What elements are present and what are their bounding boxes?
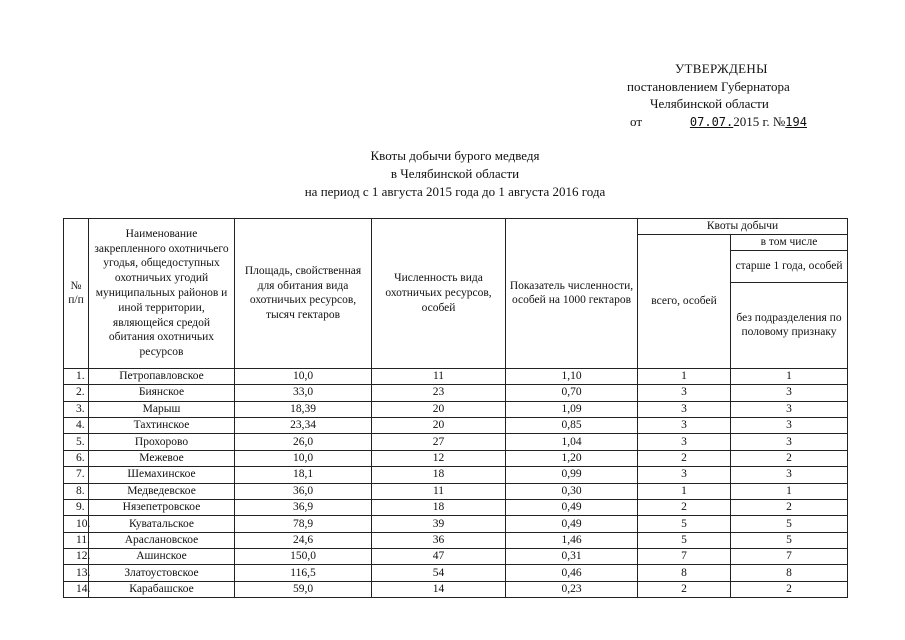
header-density: Показатель численности, особей на 1000 гектаров xyxy=(506,219,638,369)
cell-density: 0,30 xyxy=(506,483,638,499)
cell-population: 36 xyxy=(372,532,506,548)
header-population: Численность вида охотничьих ресурсов, особей xyxy=(372,219,506,369)
cell-population: 12 xyxy=(372,450,506,466)
header-name: Наименование закрепленного охотничьего угодья, общедоступных охотничьих угодий муниципальных районов и иной территории, являющейся средой обитания охотничьих ресурсов xyxy=(89,219,235,369)
cell-density: 1,09 xyxy=(506,401,638,417)
cell-population: 23 xyxy=(372,385,506,401)
approval-date-line xyxy=(630,113,807,131)
cell-adult-quota: 5 xyxy=(731,516,848,532)
quota-table xyxy=(63,218,848,598)
cell-area: 10,0 xyxy=(235,368,372,384)
cell-name: Карабашское xyxy=(89,581,235,597)
cell-num: 7. xyxy=(64,467,89,483)
quota-table-body xyxy=(64,368,848,597)
table-row xyxy=(64,581,848,597)
table-row xyxy=(64,532,848,548)
cell-density: 1,20 xyxy=(506,450,638,466)
cell-total: 3 xyxy=(638,434,731,450)
cell-density: 0,99 xyxy=(506,467,638,483)
cell-name: Араслановское xyxy=(89,532,235,548)
cell-area: 10,0 xyxy=(235,450,372,466)
cell-population: 11 xyxy=(372,483,506,499)
approval-region: Челябинской области xyxy=(650,96,769,111)
table-row xyxy=(64,483,848,499)
cell-num: 1. xyxy=(64,368,89,384)
cell-num: 11. xyxy=(64,532,89,548)
cell-population: 20 xyxy=(372,417,506,433)
header-including: в том числе xyxy=(731,235,848,251)
cell-adult-quota: 3 xyxy=(731,434,848,450)
cell-density: 1,10 xyxy=(506,368,638,384)
cell-num: 10. xyxy=(64,516,89,532)
cell-area: 24,6 xyxy=(235,532,372,548)
table-row xyxy=(64,499,848,515)
cell-num: 3. xyxy=(64,401,89,417)
cell-num: 4. xyxy=(64,417,89,433)
cell-name: Нязепетровское xyxy=(89,499,235,515)
cell-area: 78,9 xyxy=(235,516,372,532)
table-row xyxy=(64,467,848,483)
cell-area: 36,9 xyxy=(235,499,372,515)
header-older-one-year: старше 1 года, особей xyxy=(731,250,848,282)
cell-num: 12. xyxy=(64,549,89,565)
cell-density: 1,04 xyxy=(506,434,638,450)
table-row xyxy=(64,368,848,384)
cell-density: 0,49 xyxy=(506,499,638,515)
cell-adult-quota: 5 xyxy=(731,532,848,548)
cell-name: Биянское xyxy=(89,385,235,401)
cell-area: 18,1 xyxy=(235,467,372,483)
cell-total: 2 xyxy=(638,499,731,515)
cell-adult-quota: 3 xyxy=(731,417,848,433)
table-row xyxy=(64,549,848,565)
cell-total: 8 xyxy=(638,565,731,581)
approval-date: 07.07. xyxy=(689,115,734,129)
cell-name: Медведевское xyxy=(89,483,235,499)
title-line-1: Квоты добычи бурого медведя xyxy=(370,148,540,163)
cell-area: 33,0 xyxy=(235,385,372,401)
title-line-2: в Челябинской области xyxy=(390,166,520,181)
cell-name: Марыш xyxy=(89,401,235,417)
cell-density: 1,46 xyxy=(506,532,638,548)
approval-number: 194 xyxy=(785,115,807,129)
cell-population: 14 xyxy=(372,581,506,597)
cell-name: Златоустовское xyxy=(89,565,235,581)
cell-num: 5. xyxy=(64,434,89,450)
header-total: всего, особей xyxy=(638,235,731,369)
document-title xyxy=(230,147,680,201)
header-area: Площадь, свойственная для обитания вида охотничьих ресурсов, тысяч гектаров xyxy=(235,219,372,369)
cell-population: 11 xyxy=(372,368,506,384)
cell-area: 23,34 xyxy=(235,417,372,433)
cell-adult-quota: 8 xyxy=(731,565,848,581)
cell-area: 36,0 xyxy=(235,483,372,499)
cell-population: 27 xyxy=(372,434,506,450)
table-row xyxy=(64,401,848,417)
cell-density: 0,46 xyxy=(506,565,638,581)
cell-density: 0,23 xyxy=(506,581,638,597)
cell-adult-quota: 1 xyxy=(731,483,848,499)
cell-adult-quota: 2 xyxy=(731,581,848,597)
cell-total: 1 xyxy=(638,368,731,384)
cell-population: 39 xyxy=(372,516,506,532)
cell-name: Прохорово xyxy=(89,434,235,450)
cell-num: 6. xyxy=(64,450,89,466)
title-line-3: на период с 1 августа 2015 года до 1 августа 2016 года xyxy=(304,184,606,199)
cell-population: 47 xyxy=(372,549,506,565)
cell-area: 26,0 xyxy=(235,434,372,450)
cell-population: 54 xyxy=(372,565,506,581)
cell-name: Шемахинское xyxy=(89,467,235,483)
cell-total: 3 xyxy=(638,401,731,417)
cell-area: 59,0 xyxy=(235,581,372,597)
cell-adult-quota: 7 xyxy=(731,549,848,565)
cell-density: 0,70 xyxy=(506,385,638,401)
cell-population: 18 xyxy=(372,467,506,483)
cell-num: 9. xyxy=(64,499,89,515)
cell-num: 14. xyxy=(64,581,89,597)
cell-total: 2 xyxy=(638,581,731,597)
header-num: № п/п xyxy=(64,219,89,369)
cell-total: 3 xyxy=(638,417,731,433)
cell-adult-quota: 3 xyxy=(731,467,848,483)
table-row xyxy=(64,434,848,450)
cell-population: 20 xyxy=(372,401,506,417)
cell-area: 150,0 xyxy=(235,549,372,565)
cell-adult-quota: 3 xyxy=(731,401,848,417)
cell-area: 18,39 xyxy=(235,401,372,417)
cell-total: 1 xyxy=(638,483,731,499)
cell-name: Тахтинское xyxy=(89,417,235,433)
cell-name: Межевое xyxy=(89,450,235,466)
header-no-sex-division: без подразделения по половому признаку xyxy=(731,282,848,368)
cell-total: 3 xyxy=(638,385,731,401)
header-quota-group: Квоты добычи xyxy=(638,219,848,235)
cell-total: 7 xyxy=(638,549,731,565)
approval-title: УТВЕРЖДЕНЫ xyxy=(675,61,768,76)
cell-num: 8. xyxy=(64,483,89,499)
approval-date-prefix: от xyxy=(630,114,643,129)
cell-adult-quota: 1 xyxy=(731,368,848,384)
cell-total: 5 xyxy=(638,516,731,532)
cell-density: 0,85 xyxy=(506,417,638,433)
cell-population: 18 xyxy=(372,499,506,515)
table-row xyxy=(64,450,848,466)
cell-total: 3 xyxy=(638,467,731,483)
table-row xyxy=(64,516,848,532)
cell-adult-quota: 2 xyxy=(731,450,848,466)
table-row xyxy=(64,565,848,581)
cell-area: 116,5 xyxy=(235,565,372,581)
approval-authority: постановлением Губернатора xyxy=(627,79,790,94)
cell-adult-quota: 2 xyxy=(731,499,848,515)
cell-total: 5 xyxy=(638,532,731,548)
cell-name: Куватальское xyxy=(89,516,235,532)
cell-num: 13. xyxy=(64,565,89,581)
cell-adult-quota: 3 xyxy=(731,385,848,401)
table-row xyxy=(64,417,848,433)
cell-density: 0,31 xyxy=(506,549,638,565)
cell-num: 2. xyxy=(64,385,89,401)
cell-total: 2 xyxy=(638,450,731,466)
cell-density: 0,49 xyxy=(506,516,638,532)
cell-name: Ашинское xyxy=(89,549,235,565)
approval-year: 2015 г. № xyxy=(733,114,786,129)
cell-name: Петропавловское xyxy=(89,368,235,384)
table-row xyxy=(64,385,848,401)
